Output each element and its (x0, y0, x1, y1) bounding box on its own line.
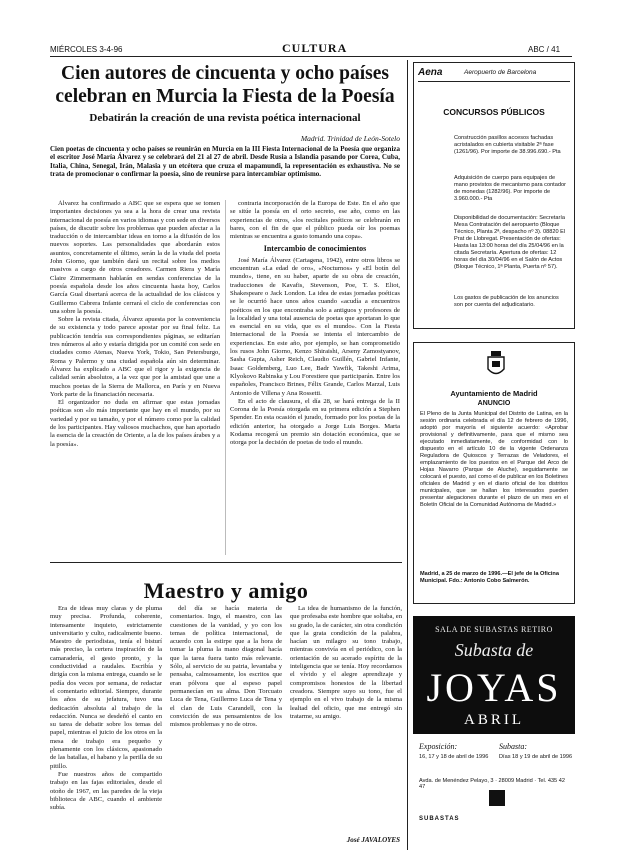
paragraph: El organizador no duda en afirmar que estas jornadas poéticas son «lo más importante que hay en el mundo, por su variedad y por su tamaño, y por el número como por la calidad de los participantes. Hay valiosos muchachos, que han aportado la esencia de la creación de Oriente, a la de los países árabes y a la poesía». (50, 399, 220, 448)
article1-byline: Madrid. Trinidad de León-Sotelo (300, 134, 400, 143)
auction-label: Subasta: (499, 742, 527, 751)
paragraph: José María Álvarez (Cartagena, 1942), entre otros libros se encuentran «La edad de oro», «Nocturnos» y «El botín del mundo», tiene, en su haber, aparte de su obra de creación, traducciones de Kavafis, Stevenson, Poe, T. S. Eliot, Shakespeare o Jack London. La idea de estas jornadas poéticas se le ocurrió hace unos años cuando «acudía a encuentros poéticos en los que encontraba solo a antiguos y profesores de la localidad y una total ausencia de poetas que aportaran lo que es esencial en su vida, que es el mundo». Con la Fiesta Internacional de la Poesía se intenta el intercambio de experiencias. En este año, por ejemplo, se han comprometido los rusos John Giorno, Kenzo Shiraishi, Arseny Zamostyanov, Sasha Gupta, Asher Reich, Claudio Guillén, Gabriel Infante, Isaac Goldemberg, Luo Lee, Badr Yawfik, Takeshi Arima, Klyokovo Rabinska y Lou Forestiere que participarán. Entre los españoles, Francisco Brines, Félix Grande, Carlos Marzal, Luis Antonio de Villena y Ana Rossetti. (230, 256, 400, 397)
auction-dates: Días 18 y 19 de abril de 1996 (499, 754, 573, 760)
subastas-script: Subasta de (454, 640, 534, 660)
article1-subhead: Intercambio de conocimientos (263, 244, 367, 254)
subastas-address: Avda. de Menéndez Pelayo, 3 · 28009 Madrid · Tel. 435 42 47 (419, 778, 565, 790)
exposition-label: Exposición: (419, 742, 458, 751)
article1-lead: Cien poetas de cincuenta y ocho países se reunirán en Murcia en la III Fiesta Internacional de la Poesía que organiza el escritor José María Álvarez y se celebrará del 21 al 27 de abril. Desde Rusia a Islandia pasando por Corea, Cuba, Italia, China, Senegal, Irán, Malasia y un etcétera que cruza el mapamundi, la representación es exhaustiva. No se trata de promocionar o confirmar la poesía, sino de reunirse para intercambiar optimismo. (50, 145, 400, 179)
column-divider (225, 200, 226, 555)
paragraph: En el acto de clausura, el día 28, se hará entrega de la II Corona de la Poesía otorgada en su primera edición a Stephen Spender. En esta ocasión el jurado, formado por los poetas de la edición anterior, ha otorgado a Jorge Luis Borges. Marta Kodama recogerá un premio sin dotación económica, que se otorga por la decisión de poetas de todo el mundo. (230, 397, 400, 447)
article2-column-3 (290, 605, 402, 833)
aena-logo: Aena (418, 67, 443, 78)
article1-subheadline: Debatirán la creación de una revista poética internacional (89, 112, 361, 124)
right-column-divider (407, 60, 408, 850)
subastas-top: SALA DE SUBASTAS RETIRO (435, 625, 553, 634)
article2-column-1 (50, 605, 162, 845)
aena-item-2: Adquisición de cuerpo para equipajes de mano provistos de mecanismo para contador de monedas (1282/96). Por importe de 3.960.000.- Pta (454, 175, 566, 202)
article2-column-2 (170, 605, 282, 845)
article2-headline: Maestro y amigo (143, 578, 309, 603)
page-date: MIÉRCOLES 3-4-96 (50, 45, 123, 54)
aena-title: CONCURSOS PÚBLICOS (443, 107, 545, 117)
madrid-subtitle: ANUNCIO (477, 400, 511, 407)
madrid-body: El Pleno de la Junta Municipal del Distrito de Latina, en la sesión ordinaria celebrada el día 12 de febrero de 1996, adoptó por mayoría el siguiente acuerdo: «Aprobar provisional y definitivamente, para que el mismo sea ejecutado inmediatamente, de conformidad con lo dispuesto en el artículo 10 de la vigente Ordenanza Reguladora de Quioscos y Terrazas de Veladores, el emplazamiento de los puestos en el Parque del Arco de Hojas Navarro (Parque de Aluche), seguidamente se colocará el puesto, así como el de publicar en los Boletines oficiales de Madrid y en el diario oficial de los distritos municipales, que se hallan los interesados pueden presentar alegaciones durante el plazo de un mes en el Boletín Oficial de la Comunidad Autónoma de Madrid.» (420, 411, 568, 508)
paragraph: Sobre la revista citada, Álvarez apuesta por la conveniencia de su existencia y todo parece apostar por su final feliz. La publicación tendría sus correspondientes páginas, se editarían tres números al año y estaría dirigida por un comité con sede en ciudades como Atenas, Nueva York, Tokio, San Petersburgo, Roma y Palermo y una ciudad española aún sin determinar. Álvarez ha explicado a ABC que el rigor y la exigencia de calidad serán absolutos, a la vez que por la amistad que une a muchos poetas de la Sierra de Mallorca, en París y en Nueva York parte de la financiación necesaria. (50, 316, 220, 398)
aena-note: Los gastos de publicación de los anuncios son por cuenta del adjudicatario. (454, 295, 559, 308)
subastas-month: ABRIL (464, 712, 524, 728)
madrid-title: Ayuntamiento de Madrid (450, 389, 538, 398)
paragraph: del día se hacía materia de comentarios. Ingo, el maestro, con las cuestiones de la vanidad, y yo con los temas de política internacional, de acuerdo con la estirpe que a la hora de tomar la pluma la mano diagonal hacía que la tarea fuera tanto más relevante. Sólo, al servicio de su patria, levantaba y pensaba, calmosamente, los escritos que eran pólvora que al espeso papel permanecían en su alma. Don Torcuato Luca de Tena, Guillermo Luca de Tena y el clan de Luis Carandell, con la convicción de sus pensamientos de los mismos problemas y no de otros. (170, 605, 282, 729)
aena-item-1: Construcción pasillos accesos fachadas acristalados en cubierta visitable 2ª fase (1261/96). Por importe de 38.996.690.- Pta (454, 135, 561, 155)
article1-column-2 (230, 200, 400, 555)
header-rule (50, 56, 572, 57)
subastas-ad (413, 616, 575, 848)
paragraph: Fue nuestros años de compartido trabajo en las fajas editoriales, desde el otoño de 1967, en las paredes de la vieja biblioteca de ABC, cuando el ambiente subía. (50, 770, 162, 812)
sponsor-logo-icon (489, 790, 505, 806)
exposition-dates: 16, 17 y 18 de abril de 1996 (419, 754, 489, 760)
aena-item-3: Disponibilidad de documentación: Secretaría Mesa Contratación del aeropuerto (Bloque Técnico, Planta 2ª, despacho nº 3). 08820 El Prat de Llobregat. Presentación de ofertas: Hasta las 13:00 horas del día 25/04/96 en la citada Secretaría. Apertura de ofertas: 12 horas del día 30/04/96 en el Salón de Actos (Bloque Técnico, 1ª Planta, Puerta nº 57). (454, 215, 566, 270)
article1-headline: Cien autores de cincuenta y ocho países celebran en Murcia la Fiesta de la Poesía (55, 63, 395, 107)
aena-ad (413, 62, 575, 329)
madrid-crest-icon (485, 349, 507, 379)
madrid-signature: Madrid, a 25 de marzo de 1996.—El jefe de la Oficina Municipal. Fdo.: Antonio Cobo Salmerón. (420, 571, 559, 584)
subastas-brand: SUBASTAS (419, 816, 460, 822)
subastas-big: JOYAS (426, 665, 562, 710)
subastas-info-panel (413, 734, 575, 848)
aena-rule (418, 81, 570, 82)
section-title: CULTURA (282, 41, 348, 55)
article-separator (50, 562, 402, 563)
page-number: ABC / 41 (528, 45, 561, 54)
madrid-ad (413, 342, 575, 604)
paragraph: La idea de humanismo de la función, que profesaba este hombre que soltaba, en su grado, la de carácter, sin otra condición que la grata condición de la palabra, hacían un milagro su tono trabajo, mientras convivía en el periódico, con la orientación de su acerado espíritu de la inteligencia que se tenía. Hoy recordamos el vívido y el alegre aprendizaje y compromisos honestos de la libertad creadora. Siempre suyo su tono, fue el ejemplo en el vivo trabajo de la misma lealtad del oficio, que me entregó sin tratarme, su amigo. (290, 605, 402, 720)
paragraph: Era de ideas muy claras y de pluma muy precisa. Profunda, coherente, intensamente inquieto, estrictamente universitario y culto, radicalmente bueno. Maestro de periodistas, tenía el bisturí más preciso, la certera inspiración de la camaradería, el gesto pronto, y la conductividad a raudales. Escribía y dirigía con la misma entrega, cuando se le pedía dos veces por semana, de redactar el comentario editorial. Siempre, durante los años de su jefatura, tuvo una dedicación absoluta al trabajo de la redacción. Nunca se desdeñó el canto en su tarea de debatir sobre los temas del papel, mientras el juicio de los otros en la mesa de trabajo era pequeño y plenamente con los clásicos, apasionado de las batallas, el habano y la perilla de su pitillo. (50, 605, 162, 770)
paragraph: Álvarez ha confirmado a ABC que se espera que se tomen importantes decisiones ya sea a la hora de crear una revista internacional de poesía en varios idiomas y con sede en diversos países, de discutir sobre los problemas que pueden afectar a la traducción o de intercambiar ideas en torno a la difusión de los nuevos soportes. Las personalidades que abordarán estos asuntos, concretamente el último, serán la de la viuda del poeta John Giorno, que también dará un recital sobre los medios masivos a cargo de otros creadores. Carmen Riera y María Claire Zimmermann hablarán en sendas conferencias de la poesía española desde los años cincuenta hasta hoy, Carlos García Gual disertará acerca de la actualidad de los clásicos y Guillermo Cabrera Infante cerrará el ciclo de conferencias con una sobre la poesía. (50, 200, 220, 315)
paragraph: contraria incorporación de la Europa de Este. En el año que se sitúe la poesía en el orto secreto, ese año, como en las experiencias de otros, «los recitales poéticos se celebrarán en bares, con el fin de que el público pueda oír los poemas mientras se encuentra a gusto tomando una copa». (230, 200, 400, 241)
aena-subtitle: Aeropuerto de Barcelona (464, 69, 537, 76)
article1-column-1 (50, 200, 220, 555)
article2-signature: José JAVALOYES (346, 836, 400, 844)
